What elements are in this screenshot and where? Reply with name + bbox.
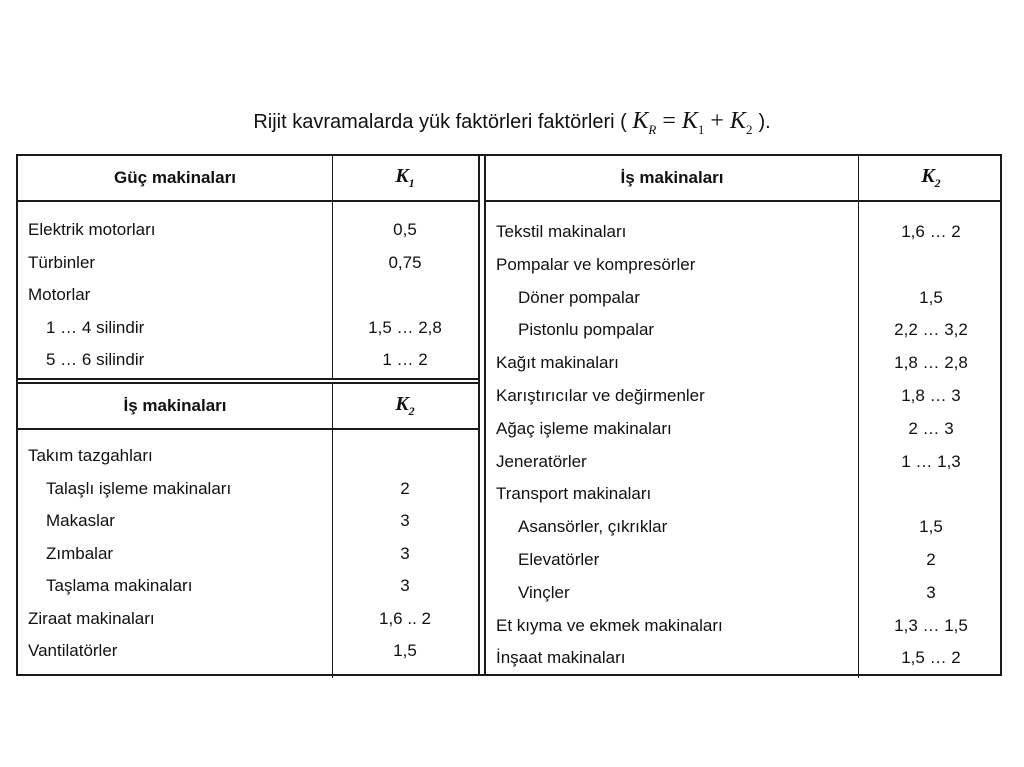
load-factor-table bbox=[16, 154, 1002, 676]
row-value: 3 bbox=[400, 576, 410, 595]
right-header bbox=[486, 156, 1000, 202]
table-row bbox=[486, 282, 1000, 314]
row-label: Döner pompalar bbox=[518, 287, 640, 307]
table-row bbox=[486, 642, 1000, 674]
row-label: Transport makinaları bbox=[496, 484, 652, 504]
formula-plus: + bbox=[710, 108, 724, 134]
row-label: Takım tazgahları bbox=[28, 446, 153, 465]
formula-k-2: K bbox=[729, 108, 746, 134]
row-label: Pompalar ve kompresörler bbox=[496, 254, 696, 274]
row-value: 1,3 … 1,5 bbox=[894, 615, 968, 635]
right-header-k2 bbox=[858, 165, 1004, 191]
row-label: Karıştırıcılar ve değirmenler bbox=[496, 386, 705, 405]
table-row bbox=[18, 570, 478, 602]
left-panel bbox=[18, 156, 478, 674]
row-value: 0,5 bbox=[393, 220, 417, 239]
table-row bbox=[486, 413, 1000, 445]
row-value: 1,5 bbox=[919, 517, 943, 537]
table-row bbox=[18, 538, 478, 570]
formula-k-1: K bbox=[681, 108, 698, 134]
row-label: Et kıyma ve ekmek makinaları bbox=[496, 615, 723, 635]
row-value: 0,75 bbox=[388, 252, 422, 272]
row-label: Tekstil makinaları bbox=[496, 222, 627, 241]
row-value: 3 bbox=[400, 511, 410, 530]
row-value: 3 bbox=[400, 543, 410, 563]
table-row bbox=[486, 511, 1000, 543]
row-value: 3 bbox=[926, 582, 936, 602]
row-label: Ağaç işleme makinaları bbox=[496, 418, 672, 438]
page-title bbox=[0, 108, 1024, 138]
row-label: Jeneratörler bbox=[496, 451, 587, 471]
formula-sub-r: R bbox=[648, 121, 657, 137]
left-bottom-header-name: İş makinaları bbox=[123, 396, 227, 415]
table-row bbox=[18, 312, 478, 344]
right-panel bbox=[484, 156, 1000, 674]
row-value: 1,6 … 2 bbox=[901, 222, 961, 241]
row-value: 2 … 3 bbox=[908, 418, 954, 438]
row-value: 2 bbox=[400, 478, 410, 498]
row-label: Pistonlu pompalar bbox=[518, 320, 655, 340]
title-end: ). bbox=[758, 111, 771, 133]
row-value: 1 … 2 bbox=[382, 350, 428, 369]
table-row bbox=[486, 577, 1000, 609]
formula-k-r: K bbox=[632, 108, 649, 134]
row-value: 2 bbox=[926, 550, 936, 569]
table-row bbox=[18, 505, 478, 537]
formula-sub-1: 1 bbox=[697, 121, 705, 137]
left-bottom-header-k-letter: K bbox=[395, 393, 409, 415]
row-label: İnşaat makinaları bbox=[496, 648, 626, 668]
table-row bbox=[486, 446, 1000, 478]
row-label: Asansörler, çıkrıklar bbox=[518, 517, 668, 537]
table-row bbox=[18, 247, 478, 279]
table-row bbox=[18, 473, 478, 505]
row-value: 1,5 … 2,8 bbox=[368, 317, 442, 337]
row-label: 1 … 4 silindir bbox=[46, 317, 145, 337]
left-top-header-k-letter: K bbox=[395, 165, 409, 187]
table-row bbox=[486, 610, 1000, 642]
row-label: Elevatörler bbox=[518, 550, 600, 569]
row-label: Vantilatörler bbox=[28, 641, 118, 660]
row-value: 1,8 … 3 bbox=[901, 386, 961, 405]
table-row bbox=[486, 249, 1000, 281]
left-top-header-name: Güç makinaları bbox=[114, 168, 236, 187]
row-value: 1,8 … 2,8 bbox=[894, 353, 968, 373]
row-label: Kağıt makinaları bbox=[496, 353, 619, 373]
title-formula bbox=[632, 108, 758, 137]
table-row bbox=[18, 440, 478, 472]
left-bottom-header-k2 bbox=[332, 393, 478, 419]
table-row bbox=[18, 214, 478, 246]
table-row bbox=[486, 544, 1000, 576]
row-label: Makaslar bbox=[46, 511, 115, 530]
row-value: 1 … 1,3 bbox=[901, 451, 961, 471]
formula-equals: = bbox=[662, 108, 676, 134]
row-value: 1,5 bbox=[919, 287, 943, 307]
row-label: Motorlar bbox=[28, 285, 91, 304]
table-row bbox=[18, 279, 478, 311]
table-row bbox=[486, 347, 1000, 379]
left-bottom-header-k-sub: 2 bbox=[408, 404, 415, 418]
formula-sub-2: 2 bbox=[745, 121, 753, 137]
row-value: 1,6 .. 2 bbox=[379, 608, 431, 628]
table-row bbox=[486, 380, 1000, 412]
table-row bbox=[486, 216, 1000, 248]
left-top-header bbox=[18, 156, 478, 202]
table-row bbox=[18, 344, 478, 376]
left-top-header-k-sub: 1 bbox=[408, 176, 415, 190]
table-row bbox=[18, 635, 478, 667]
row-value: 2,2 … 3,2 bbox=[894, 320, 968, 340]
table-row bbox=[486, 314, 1000, 346]
row-label: Elektrik motorları bbox=[28, 220, 156, 239]
row-label: Vinçler bbox=[518, 582, 570, 602]
row-label: 5 … 6 silindir bbox=[46, 350, 145, 369]
row-label: Ziraat makinaları bbox=[28, 608, 155, 628]
left-top-header-k1 bbox=[332, 165, 478, 191]
row-label: Zımbalar bbox=[46, 543, 114, 563]
left-bottom-header bbox=[18, 384, 478, 430]
right-header-name: İş makinaları bbox=[620, 168, 724, 187]
title-text: Rijit kavramalarda yük faktörleri faktörleri ( bbox=[253, 111, 627, 133]
table-row bbox=[486, 478, 1000, 510]
row-label: Talaşlı işleme makinaları bbox=[46, 478, 232, 498]
table-row bbox=[18, 603, 478, 635]
row-value: 1,5 … 2 bbox=[901, 648, 961, 668]
row-value: 1,5 bbox=[393, 641, 417, 660]
right-header-k-sub: 2 bbox=[934, 176, 941, 190]
right-header-k-letter: K bbox=[921, 165, 935, 187]
row-label: Taşlama makinaları bbox=[46, 576, 193, 595]
row-label: Türbinler bbox=[28, 252, 96, 272]
